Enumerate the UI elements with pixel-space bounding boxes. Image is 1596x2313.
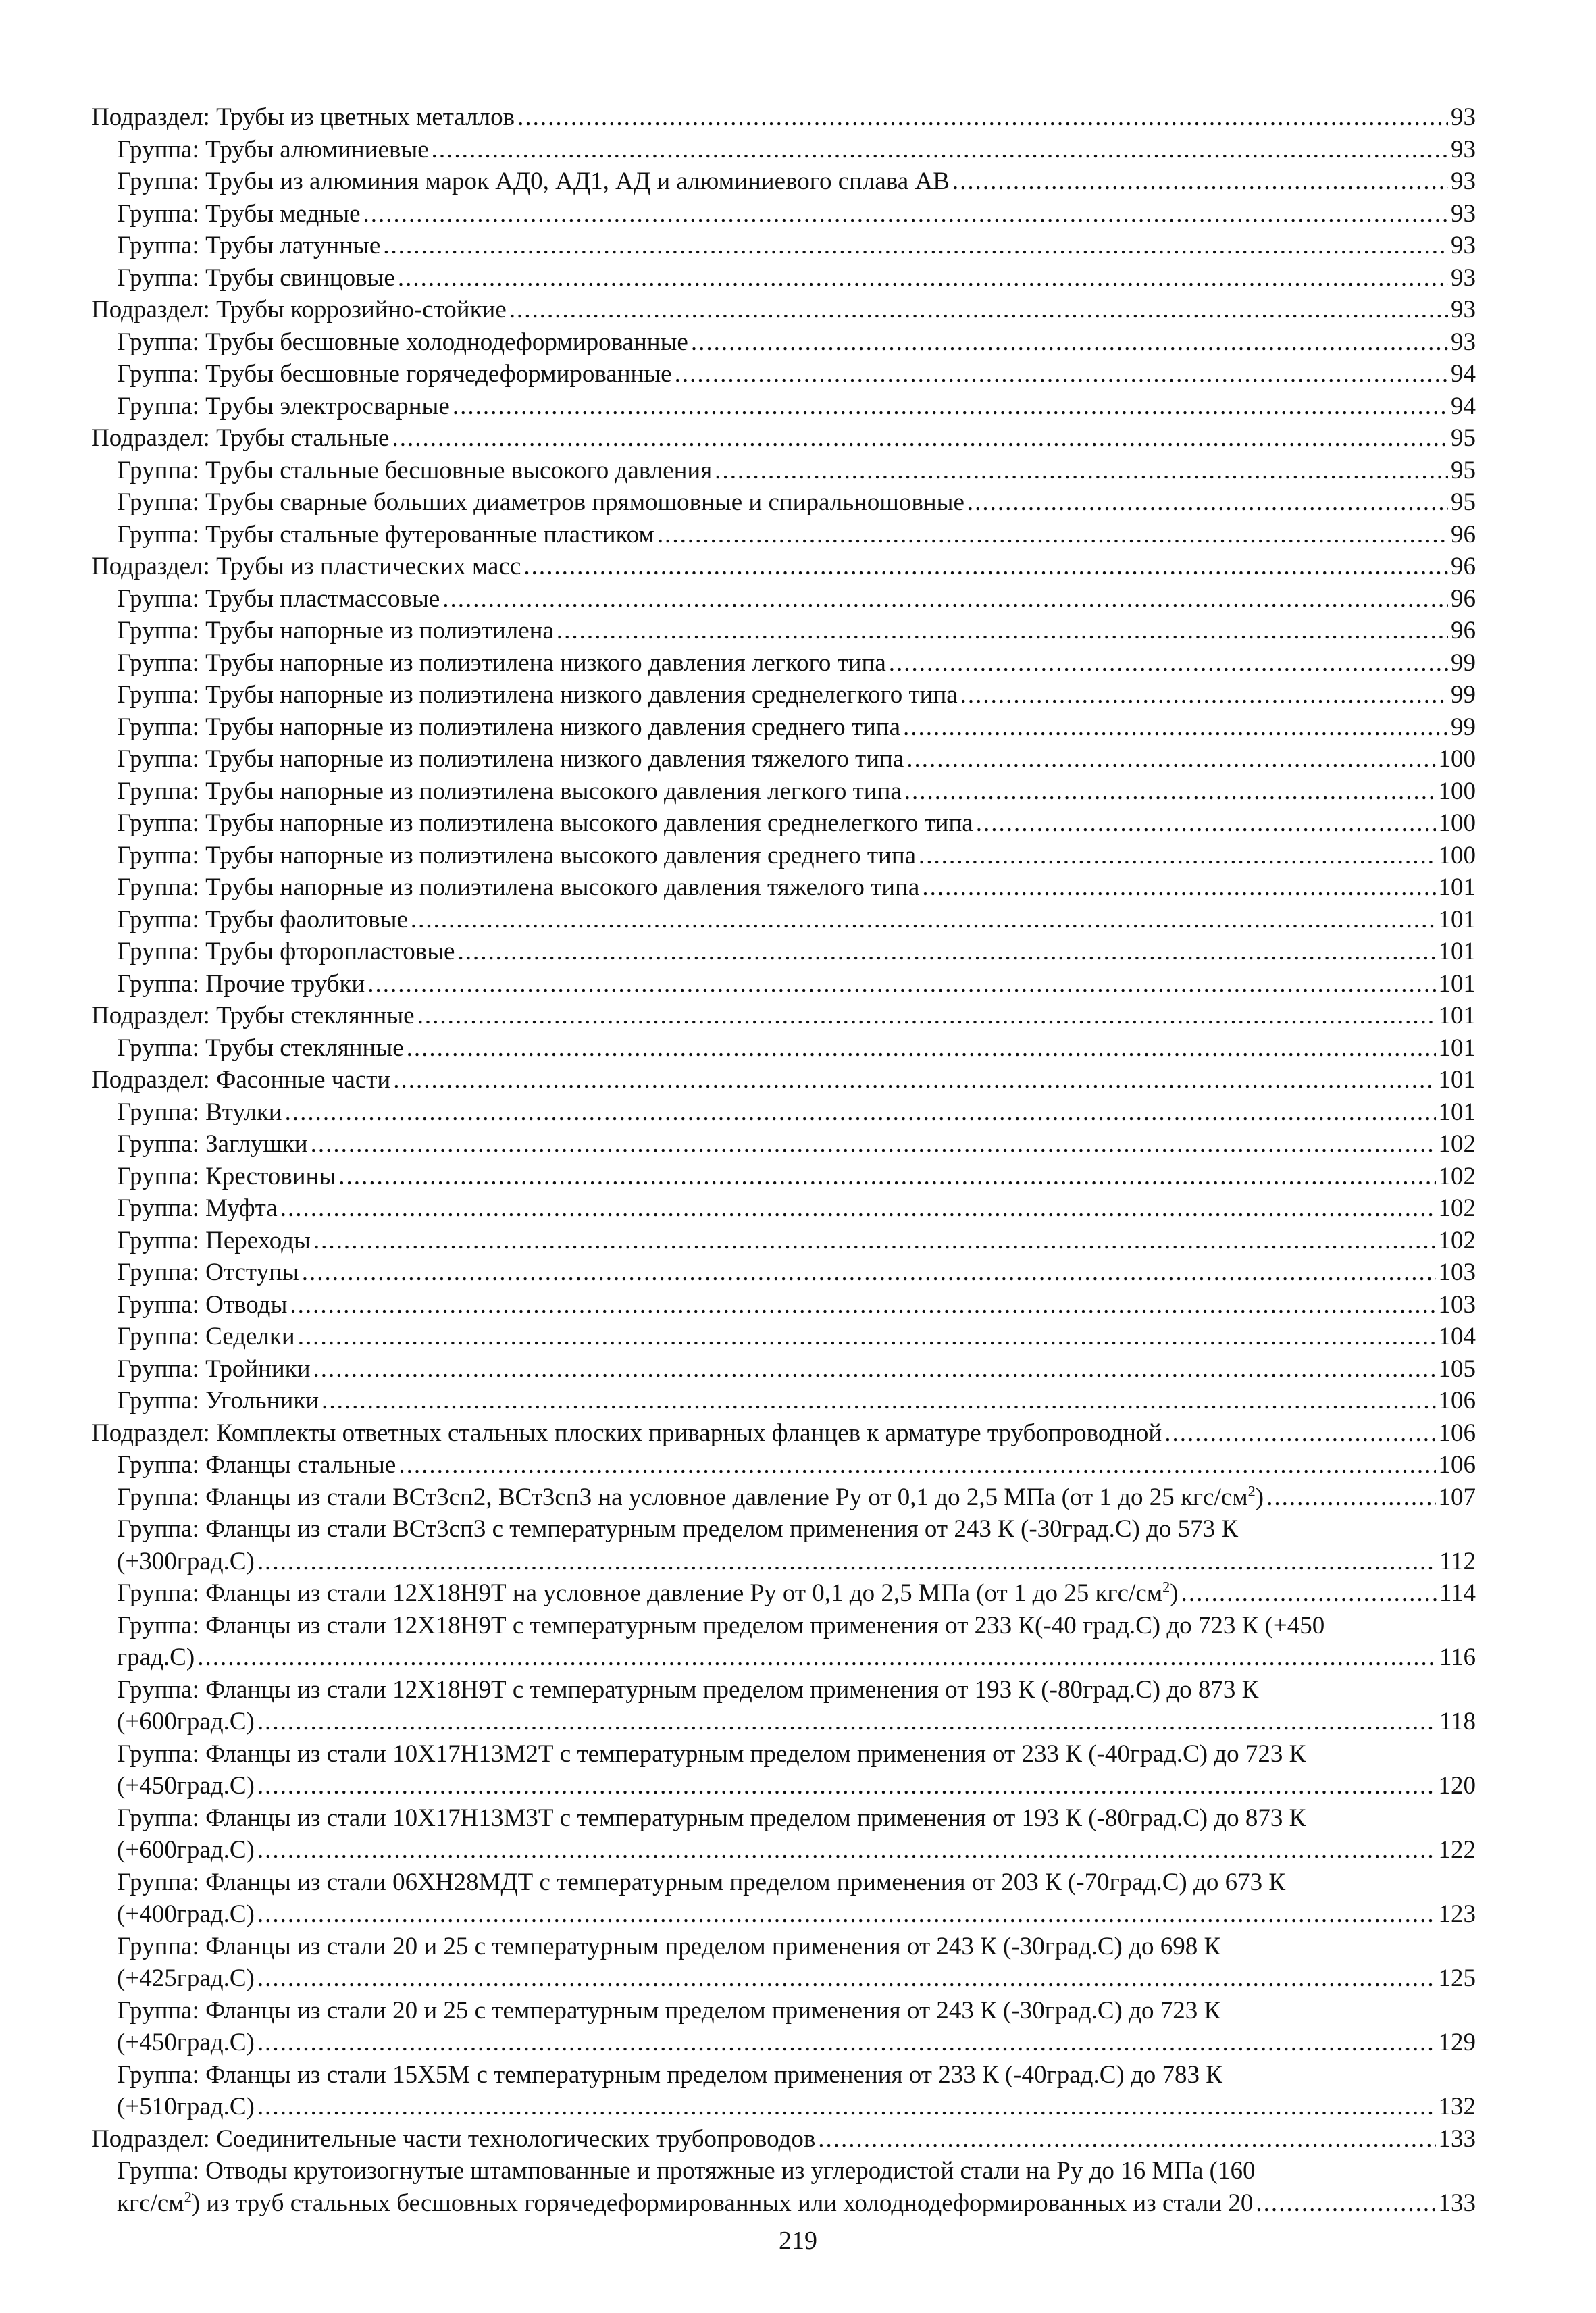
toc-entry-text-continued: (+450град.С) — [117, 1772, 255, 1800]
toc-entry — [91, 262, 1476, 295]
dot-leader — [1164, 1417, 1435, 1450]
toc-entry — [91, 1866, 1476, 1931]
toc-page-number: 106 — [1438, 1451, 1476, 1479]
toc-entry — [91, 2059, 1476, 2123]
dot-leader — [889, 647, 1448, 680]
toc-entry — [91, 1738, 1476, 1802]
toc-page-number: 102 — [1438, 1226, 1476, 1254]
toc-page-number: 101 — [1438, 1098, 1476, 1126]
toc-page-number: 103 — [1438, 1259, 1476, 1286]
toc-entry-text: Группа: Трубы напорные из полиэтилена высокого давления среднего типа — [117, 841, 917, 869]
dot-leader — [392, 422, 1448, 455]
toc-page-number: 106 — [1438, 1419, 1476, 1447]
toc-entry-text: Группа: Трубы напорные из полиэтилена низкого давления тяжелого типа — [117, 745, 904, 773]
toc-page-number: 129 — [1438, 2029, 1476, 2056]
toc-page-number: 101 — [1438, 1066, 1476, 1094]
toc-entry-text-continued: (+425град.С) — [117, 1964, 255, 1992]
toc-page-number: 96 — [1451, 520, 1476, 549]
toc-entry-text: Группа: Трубы фторопластовые — [117, 938, 455, 965]
toc-page-number: 95 — [1451, 456, 1476, 484]
toc-entry-continuation — [117, 1962, 1476, 1995]
toc-entry-text: Группа: Трубы напорные из полиэтилена высокого давления легкого типа — [117, 777, 902, 805]
dot-leader — [298, 1321, 1436, 1353]
toc-entry — [91, 647, 1476, 680]
dot-leader — [976, 807, 1436, 840]
toc-section — [91, 294, 1476, 326]
dot-leader — [903, 711, 1448, 744]
page-number: 219 — [779, 2227, 817, 2255]
toc-section — [91, 1064, 1476, 1096]
toc-entry-text: Группа: Трубы напорные из полиэтилена низкого давления среднего типа — [117, 713, 901, 741]
dot-leader — [1256, 2187, 1435, 2220]
toc-entry-text-continued: град.С) — [117, 1644, 195, 1671]
dot-leader — [197, 1642, 1437, 1674]
toc-entry-text: Подраздел: Трубы стальные — [91, 424, 390, 452]
toc-entry — [91, 1161, 1476, 1193]
toc-entry-text: Группа: Фланцы из стали 15Х5М с температурным пределом применения от 233 К (-40град.С) до 783 К — [117, 2060, 1222, 2089]
toc-page-number: 106 — [1438, 1387, 1476, 1415]
toc-page-number: 101 — [1438, 969, 1476, 998]
toc-entry — [91, 936, 1476, 968]
toc-entry — [91, 1032, 1476, 1065]
dot-leader — [417, 1000, 1436, 1032]
toc-entry-continuation — [117, 2027, 1476, 2059]
toc-page-number: 132 — [1438, 2093, 1476, 2120]
dot-leader — [393, 1064, 1435, 1096]
dot-leader — [675, 358, 1448, 390]
toc-entry — [91, 743, 1476, 776]
toc-entry-text: Группа: Фланцы из стали 10Х17Н13М3Т с температурным пределом применения от 193 К (-80град.С) до 873 К — [117, 1804, 1306, 1832]
dot-leader — [302, 1256, 1436, 1289]
toc-page-number: 93 — [1451, 263, 1476, 292]
toc-entry-text: Группа: Трубы бесшовные горячедеформированные — [117, 360, 672, 388]
toc-page-number: 123 — [1438, 1900, 1476, 1928]
toc-entry — [91, 904, 1476, 936]
toc-page-number: 99 — [1451, 713, 1476, 741]
toc-entry-text: Группа: Трубы стальные бесшовные высокого давления — [117, 456, 713, 484]
toc-entry-continuation — [117, 2187, 1476, 2220]
toc-page-number: 100 — [1438, 809, 1476, 837]
toc-entry-continuation — [117, 2091, 1476, 2123]
toc-entry — [91, 1481, 1476, 1514]
toc-entry-text: Группа: Трубы напорные из полиэтилена низкого давления легкого типа — [117, 649, 886, 677]
toc-page-number: 101 — [1438, 873, 1476, 901]
dot-leader — [257, 1770, 1436, 1802]
toc-entry-text: Группа: Трубы пластмассовые — [117, 584, 440, 613]
toc-page-number: 103 — [1438, 1290, 1476, 1319]
toc-entry — [91, 968, 1476, 1000]
toc-entry-text-continued: кгс/$см^2$) из труб стальных бесшовных горячедеформированных или холоднодеформированных из стали 20 — [117, 2188, 1254, 2217]
toc-entry — [91, 1192, 1476, 1225]
toc-entry-text: Группа: Фланцы из стали ВСт3сп3 с температурным пределом применения от 243 К (-30град.С) до 573 К — [117, 1515, 1239, 1543]
toc-entry — [91, 134, 1476, 166]
dot-leader — [257, 1834, 1436, 1866]
toc-page-number: 101 — [1438, 938, 1476, 965]
dot-leader — [657, 519, 1448, 551]
toc-entry — [91, 711, 1476, 744]
toc-page-number: 99 — [1451, 681, 1476, 709]
toc-entry-continuation — [117, 1706, 1476, 1738]
toc-entry-text: Группа: Фланцы из стали 12Х18Н9Т на условное давление Ру от 0,1 до 2,5 МПа (от 1 до 25 кгс/$см^2$) — [117, 1578, 1179, 1607]
dot-leader — [1181, 1577, 1437, 1610]
toc-entry-continuation — [117, 1898, 1476, 1931]
dot-leader — [906, 743, 1435, 776]
toc-page-number: 99 — [1451, 649, 1476, 677]
toc-entry-text: Подраздел: Трубы из цветных металлов — [91, 103, 515, 131]
toc-entry-text: Группа: Трубы напорные из полиэтилена — [117, 617, 554, 644]
toc-entry — [91, 1385, 1476, 1417]
dot-leader — [523, 551, 1448, 583]
dot-leader — [257, 2091, 1436, 2123]
dot-leader — [922, 871, 1435, 904]
toc-page-number: 107 — [1438, 1483, 1476, 1511]
toc-entry — [91, 615, 1476, 647]
toc-page-number: 133 — [1438, 2189, 1476, 2217]
toc-entry-text: Группа: Трубы напорные из полиэтилена низкого давления среднелегкого типа — [117, 681, 958, 709]
dot-leader — [904, 776, 1436, 808]
toc-page-number: 112 — [1439, 1547, 1476, 1575]
toc-page-number: 104 — [1438, 1323, 1476, 1350]
toc-entry — [91, 166, 1476, 198]
dot-leader — [280, 1192, 1436, 1225]
toc-page-number: 96 — [1451, 553, 1476, 580]
toc-page-number: 93 — [1451, 103, 1476, 131]
toc-entry — [91, 1321, 1476, 1353]
dot-leader — [517, 101, 1448, 134]
toc-entry — [91, 230, 1476, 262]
toc-section — [91, 1417, 1476, 1450]
toc-entry-text: Подраздел: Трубы из пластических масс — [91, 553, 521, 580]
toc-entry — [91, 679, 1476, 711]
dot-leader — [509, 294, 1448, 326]
toc-entry-continuation — [117, 1642, 1476, 1674]
toc-entry-text: Группа: Трубы свинцовые — [117, 263, 395, 292]
toc-section — [91, 422, 1476, 455]
toc-entry-text: Группа: Крестовины — [117, 1162, 336, 1190]
toc-section — [91, 1000, 1476, 1032]
toc-entry — [91, 1802, 1476, 1866]
dot-leader — [960, 679, 1448, 711]
dot-leader — [818, 2123, 1435, 2156]
toc-entry-continuation — [117, 1834, 1476, 1866]
toc-entry-text: Группа: Фланцы из стали 20 и 25 с температурным пределом применения от 243 К (-30град.С) до 698 К — [117, 1932, 1221, 1960]
toc-page-number: 95 — [1451, 488, 1476, 516]
toc-entry — [91, 1256, 1476, 1289]
toc-entry-text-continued: (+600град.С) — [117, 1708, 255, 1735]
toc-page-number: 93 — [1451, 232, 1476, 259]
toc-entry — [91, 1577, 1476, 1610]
toc-entry-text: Группа: Трубы электросварные — [117, 392, 450, 420]
dot-leader — [919, 840, 1435, 872]
toc-entry — [91, 583, 1476, 615]
toc-entry — [91, 1674, 1476, 1738]
dot-leader — [367, 968, 1435, 1000]
toc-entry — [91, 519, 1476, 551]
toc-entry-text: Группа: Прочие трубки — [117, 969, 365, 998]
toc-entry-text: Группа: Трубы напорные из полиэтилена высокого давления тяжелого типа — [117, 873, 920, 901]
toc-page-number: 100 — [1438, 745, 1476, 773]
toc-entry-text: Группа: Отводы — [117, 1290, 288, 1319]
toc-entry-text: Группа: Фланцы из стали 10Х17Н13М2Т с температурным пределом применения от 233 К (-40град.С) до 723 К — [117, 1739, 1306, 1768]
toc-entry — [91, 1128, 1476, 1161]
toc-entry-text: Группа: Фланцы из стали 12Х18Н9Т с температурным пределом применения от 233 К(-40 град.С) до 723 К (+450 — [117, 1611, 1325, 1640]
toc-entry — [91, 1289, 1476, 1321]
dot-leader — [257, 1898, 1436, 1931]
toc-page-number: 93 — [1451, 135, 1476, 163]
toc-entry — [91, 1225, 1476, 1257]
toc-entry — [91, 2155, 1476, 2219]
toc-entry — [91, 1610, 1476, 1674]
dot-leader — [691, 326, 1448, 359]
toc-entry-text: Подраздел: Трубы коррозийно-стойкие — [91, 296, 507, 324]
toc-page-number: 93 — [1451, 296, 1476, 324]
toc-entry-text: Группа: Трубы из алюминия марок АД0, АД1, АД и алюминиевого сплава АВ — [117, 168, 950, 195]
toc-entry — [91, 1449, 1476, 1481]
toc-entry — [91, 390, 1476, 423]
dot-leader — [313, 1353, 1436, 1386]
toc-entry-text: Группа: Фланцы стальные — [117, 1451, 396, 1479]
toc-page-number: 101 — [1438, 905, 1476, 934]
toc-page-number: 93 — [1451, 328, 1476, 356]
toc-entry — [91, 198, 1476, 230]
toc-page-number: 114 — [1439, 1579, 1476, 1607]
toc-entry-text: Группа: Седелки — [117, 1323, 295, 1350]
toc-entry-text: Подраздел: Фасонные части — [91, 1066, 391, 1094]
dot-leader — [411, 904, 1436, 936]
toc-entry-text-continued: (+300град.С) — [117, 1547, 255, 1575]
toc-page-number: 120 — [1438, 1772, 1476, 1800]
toc-page-number: 96 — [1451, 617, 1476, 644]
dot-leader — [457, 936, 1435, 968]
dot-leader — [442, 583, 1448, 615]
toc-entry-text: Группа: Трубы напорные из полиэтилена высокого давления среднелегкого типа — [117, 809, 973, 837]
toc-page-number: 105 — [1438, 1354, 1476, 1383]
dot-leader — [398, 262, 1448, 295]
toc-entry — [91, 455, 1476, 487]
toc-entry-text: Группа: Трубы стеклянные — [117, 1034, 404, 1062]
toc-page-number: 122 — [1438, 1836, 1476, 1864]
dot-leader — [338, 1161, 1435, 1193]
toc-entry-text: Группа: Переходы — [117, 1226, 311, 1254]
dot-leader — [257, 1706, 1437, 1738]
dot-leader — [967, 486, 1448, 519]
toc-entry-text: Подраздел: Соединительные части технологических трубопроводов — [91, 2125, 816, 2153]
toc-entry-text: Группа: Трубы сварные больших диаметров прямошовные и спиральношовные — [117, 488, 964, 516]
dot-leader — [715, 455, 1448, 487]
toc-entry-text: Группа: Угольники — [117, 1387, 319, 1415]
toc-entry — [91, 1513, 1476, 1577]
toc-section — [91, 2123, 1476, 2156]
toc-entry — [91, 358, 1476, 390]
toc-entry — [91, 1995, 1476, 2059]
toc-entry-text: Подраздел: Комплекты ответных стальных плоских приварных фланцев к арматуре трубопроводной — [91, 1419, 1162, 1447]
toc-page-number: 116 — [1439, 1644, 1476, 1671]
dot-leader — [407, 1032, 1436, 1065]
dot-leader — [321, 1385, 1435, 1417]
toc-entry-continuation — [117, 1770, 1476, 1802]
dot-leader — [290, 1289, 1435, 1321]
table-of-contents — [91, 101, 1476, 2219]
dot-leader — [285, 1096, 1436, 1129]
toc-entry-text: Группа: Трубы фаолитовые — [117, 905, 408, 934]
toc-entry-text: Группа: Отступы — [117, 1259, 299, 1286]
toc-page-number: 101 — [1438, 1002, 1476, 1030]
dot-leader — [363, 198, 1448, 230]
dot-leader — [952, 166, 1448, 198]
toc-entry — [91, 871, 1476, 904]
toc-page-number: 118 — [1439, 1708, 1476, 1735]
toc-entry-text: Группа: Тройники — [117, 1354, 311, 1383]
dot-leader — [453, 390, 1448, 423]
dot-leader — [257, 1962, 1436, 1995]
dot-leader — [257, 2027, 1436, 2059]
toc-section — [91, 101, 1476, 134]
toc-entry — [91, 1931, 1476, 1995]
toc-entry-text: Группа: Трубы бесшовные холоднодеформированные — [117, 328, 688, 356]
toc-entry-text-continued: (+400град.С) — [117, 1900, 255, 1928]
toc-page-number: 102 — [1438, 1130, 1476, 1158]
toc-entry-text: Группа: Фланцы из стали 20 и 25 с температурным пределом применения от 243 К (-30град.С) до 723 К — [117, 1996, 1221, 2025]
toc-page-number: 95 — [1451, 424, 1476, 452]
toc-entry-continuation — [117, 1546, 1476, 1578]
toc-entry-text: Группа: Трубы медные — [117, 199, 361, 228]
toc-entry-text: Группа: Муфта — [117, 1194, 278, 1222]
toc-entry-text-continued: (+510град.С) — [117, 2093, 255, 2120]
dot-leader — [432, 134, 1448, 166]
toc-page-number: 133 — [1438, 2125, 1476, 2153]
toc-entry-text: Подраздел: Трубы стеклянные — [91, 1002, 415, 1030]
dot-leader — [311, 1128, 1436, 1161]
toc-entry-text: Группа: Фланцы из стали 06ХН28МДТ с температурным пределом применения от 203 К (-70град.С) до 673 К — [117, 1868, 1286, 1896]
toc-entry-text: Группа: Трубы стальные футерованные пластиком — [117, 520, 654, 549]
toc-entry-text-continued: (+600град.С) — [117, 1836, 255, 1864]
toc-page-number: 94 — [1451, 392, 1476, 420]
dot-leader — [257, 1546, 1437, 1578]
toc-entry — [91, 1096, 1476, 1129]
toc-page-number: 96 — [1451, 584, 1476, 613]
toc-entry — [91, 486, 1476, 519]
toc-entry-text: Группа: Трубы алюминиевые — [117, 135, 429, 163]
toc-page-number: 93 — [1451, 168, 1476, 195]
toc-section — [91, 551, 1476, 583]
toc-entry — [91, 1353, 1476, 1386]
toc-entry-text: Группа: Фланцы из стали ВСт3сп2, ВСт3сп3 на условное давление Ру от 0,1 до 2,5 МПа (от 1 до 25 кгс/$см^2$) — [117, 1482, 1264, 1511]
dot-leader — [557, 615, 1448, 647]
dot-leader — [313, 1225, 1436, 1257]
toc-page-number: 101 — [1438, 1034, 1476, 1062]
toc-entry — [91, 840, 1476, 872]
toc-entry — [91, 807, 1476, 840]
toc-entry-text: Группа: Втулки — [117, 1098, 282, 1126]
toc-entry — [91, 776, 1476, 808]
toc-page-number: 125 — [1438, 1964, 1476, 1992]
toc-page-number: 100 — [1438, 841, 1476, 869]
toc-entry-text: Группа: Отводы крутоизогнутые штампованные и протяжные из углеродистой стали на Ру до 16 МПа (160 — [117, 2157, 1256, 2185]
dot-leader — [383, 230, 1448, 262]
toc-entry-text: Группа: Фланцы из стали 12Х18Н9Т с температурным пределом применения от 193 К (-80град.С) до 873 К — [117, 1675, 1259, 1704]
toc-entry-text: Группа: Трубы латунные — [117, 232, 381, 259]
dot-leader — [398, 1449, 1435, 1481]
toc-page-number: 94 — [1451, 360, 1476, 388]
dot-leader — [1266, 1481, 1435, 1514]
toc-page-number: 100 — [1438, 777, 1476, 805]
toc-entry-text: Группа: Заглушки — [117, 1130, 308, 1158]
toc-page-number: 102 — [1438, 1194, 1476, 1222]
toc-entry — [91, 326, 1476, 359]
toc-page-number: 93 — [1451, 199, 1476, 228]
toc-entry-text-continued: (+450град.С) — [117, 2029, 255, 2056]
toc-page-number: 102 — [1438, 1162, 1476, 1190]
